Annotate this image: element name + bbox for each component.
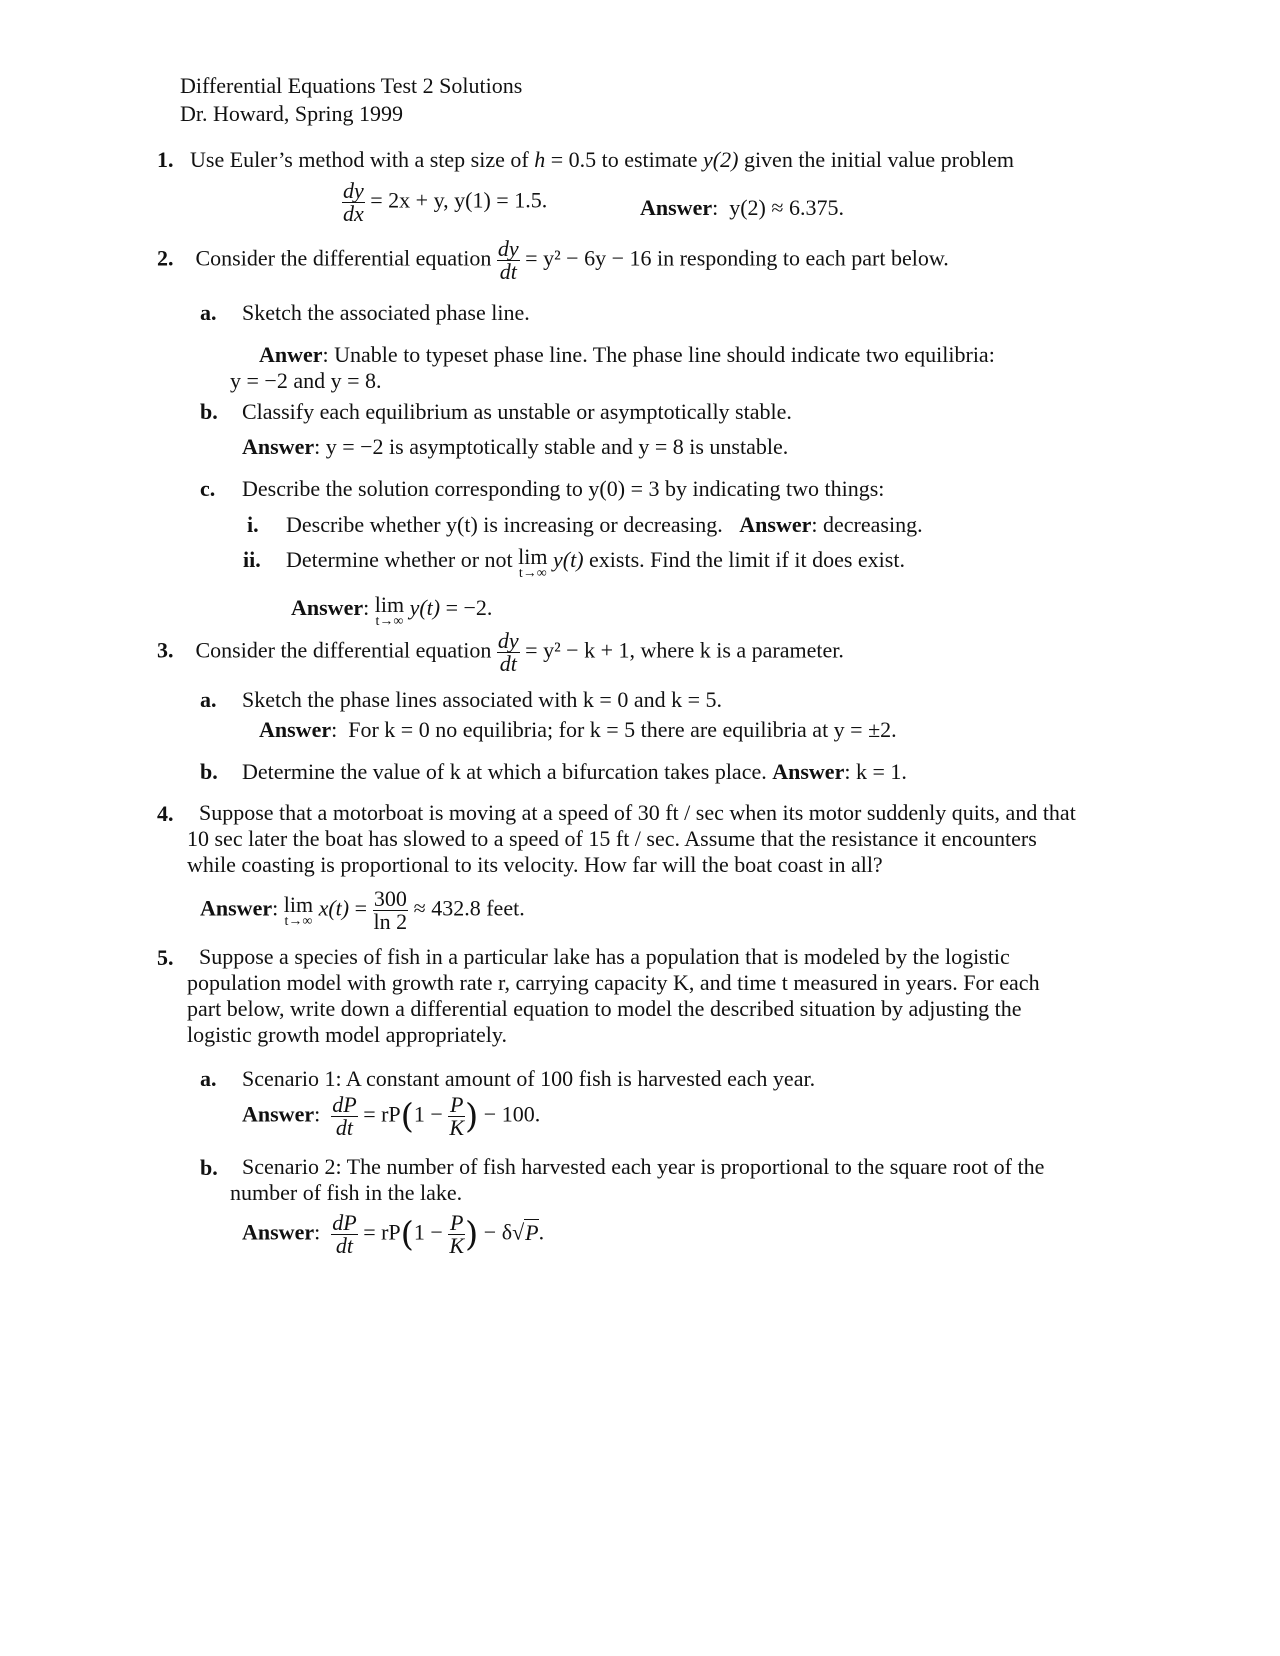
q5b-minus-delta: − δ bbox=[483, 1219, 513, 1245]
q1-answer-value: y(2) ≈ 6.375. bbox=[729, 195, 844, 220]
q2-intro-a: Consider the differential equation bbox=[195, 245, 492, 271]
q3-part-a-answer: Answer: For k = 0 no equilibria; for k = 5 there are equilibria at y = ±2. bbox=[259, 717, 897, 742]
q4-answer: Answer: lim t→∞ x(t) = $\frac{300}{\ln 2}$ ≈ 432.8 feet. bbox=[200, 886, 525, 934]
q5a-tail: − 100. bbox=[483, 1101, 541, 1127]
lim-subscript: t→∞ bbox=[284, 913, 313, 929]
q5-part-a-answer: Answer: $\frac{dP}{dt}$ = rP(1 − $\frac{P}{K}$ ) − 100. bbox=[242, 1092, 541, 1140]
answer-label: Answer bbox=[772, 759, 845, 784]
q2-part-a-answer-line2: y = −2 and y = 8. bbox=[230, 368, 382, 393]
anwer-label: Anwer bbox=[259, 342, 323, 367]
lim-subscript: t→∞ bbox=[375, 614, 404, 629]
right-paren: ) bbox=[465, 1214, 479, 1255]
q5a-K: K bbox=[449, 1115, 465, 1140]
q3-dt: dt bbox=[499, 651, 517, 676]
q2-c-answer-limit bbox=[375, 594, 404, 628]
q4-answer-xt: x(t) bbox=[318, 895, 350, 921]
q2-dy: dy bbox=[497, 236, 519, 261]
answer-label: Answer bbox=[242, 1219, 315, 1245]
q4-denominator: ln 2 bbox=[373, 909, 408, 934]
q5-part-b-label: b. bbox=[200, 1155, 218, 1180]
q4-answer-fraction bbox=[373, 888, 409, 933]
q3-intro-b: = y² − k + 1, where k is a parameter. bbox=[525, 637, 844, 663]
answer-label: Answer bbox=[200, 895, 273, 921]
q2-intro-b: = y² − 6y − 16 in responding to each part below. bbox=[525, 245, 949, 271]
answer-label: Answer bbox=[259, 717, 332, 742]
q5b-dP: dP bbox=[332, 1210, 357, 1235]
lim-word: lim bbox=[374, 592, 405, 617]
document-title: Differential Equations Test 2 Solutions bbox=[180, 73, 523, 98]
q1-text-b: = 0.5 to estimate bbox=[545, 147, 704, 172]
q2-dt: dt bbox=[499, 259, 517, 284]
q2-statement bbox=[157, 238, 949, 283]
q5a-dP: dP bbox=[332, 1092, 357, 1117]
q2-ci-text: Describe whether y(t) is increasing or decreasing. bbox=[286, 512, 723, 537]
lim-word: lim bbox=[283, 891, 314, 917]
q2-cii-text-a: Determine whether or not bbox=[286, 547, 513, 572]
answer-label: Answer bbox=[242, 434, 315, 459]
q3-dy: dy bbox=[497, 628, 519, 653]
q2-part-c-answer: Answer: lim t→∞ y(t) = −2. bbox=[291, 592, 493, 629]
q2-part-c-label: c. bbox=[200, 476, 216, 501]
q2-a-answer-line1: : Unable to typeset phase line. The phase line should indicate two equilibria: bbox=[322, 342, 995, 367]
q2-part-ci-label: i. bbox=[247, 512, 259, 537]
q5b-period: . bbox=[538, 1219, 545, 1245]
q2-c-answer-yt: y(t) bbox=[409, 595, 441, 620]
q3-b-text: Determine the value of k at which a bifurcation takes place. bbox=[242, 759, 767, 784]
q2-c-answer-value: = −2. bbox=[445, 595, 493, 620]
q4-answer-value: ≈ 432.8 feet. bbox=[413, 895, 525, 921]
q2-part-ci-text: Describe whether y(t) is increasing or decreasing. Answer: decreasing. bbox=[286, 512, 923, 537]
q5-part-a-text: Scenario 1: A constant amount of 100 fish is harvested each year. bbox=[242, 1066, 816, 1091]
q5b-rP: = rP bbox=[363, 1219, 401, 1245]
q3-part-b-text: Determine the value of k at which a bifurcation takes place. Answer: k = 1. bbox=[242, 759, 907, 784]
q2-part-b-label: b. bbox=[200, 399, 218, 424]
q5-number: 5. bbox=[157, 945, 174, 970]
answer-label: Answer bbox=[640, 195, 713, 220]
q2-part-b-text: Classify each equilibrium as unstable or asymptotically stable. bbox=[242, 399, 792, 424]
q5a-one-minus: 1 − bbox=[413, 1101, 443, 1127]
q3-statement bbox=[157, 630, 844, 675]
q4-numerator: 300 bbox=[373, 886, 407, 911]
q3-part-a-text: Sketch the phase lines associated with k = 0 and k = 5. bbox=[242, 687, 722, 712]
q5-part-a-label: a. bbox=[200, 1066, 217, 1091]
q5a-P: P bbox=[449, 1092, 464, 1117]
q5-part-b-text: Scenario 2: The number of fish harvested each year is proportional to the square root of the number of fish in the lake. bbox=[230, 1154, 1045, 1205]
q2-part-cii-text bbox=[286, 546, 905, 580]
q3-number: 3. bbox=[157, 637, 174, 663]
q2-part-a-answer bbox=[259, 341, 995, 369]
q5b-sqrt-P: P bbox=[525, 1219, 539, 1245]
q2-ci-answer-value: decreasing. bbox=[823, 512, 923, 537]
q3-a-answer-value: For k = 0 no equilibria; for k = 5 there are equilibria at y = ±2. bbox=[348, 717, 897, 742]
answer-label: Answer bbox=[291, 595, 364, 620]
q3-part-a-label: a. bbox=[200, 687, 217, 712]
left-paren: ( bbox=[400, 1096, 414, 1137]
q2-b-answer-value: y = −2 is asymptotically stable and y = 8 is unstable. bbox=[325, 434, 789, 459]
q5-part-b-answer: Answer: $\frac{dP}{dt}$ = rP(1 − $\frac{P}{K}$ ) − δ√P. bbox=[242, 1210, 545, 1258]
q1-dy: dy bbox=[343, 178, 364, 203]
q5a-dt: dt bbox=[335, 1115, 354, 1140]
q1-h-var: h bbox=[534, 147, 546, 172]
q3-part-b-label: b. bbox=[200, 759, 218, 784]
q2-part-c-text: Describe the solution corresponding to y(0) = 3 by indicating two things: bbox=[242, 476, 885, 501]
q5a-rP: = rP bbox=[363, 1101, 401, 1127]
q5b-P: P bbox=[449, 1210, 464, 1235]
q5b-K: K bbox=[449, 1233, 465, 1258]
q5b-one-minus: 1 − bbox=[413, 1219, 443, 1245]
q3-dydt-fraction bbox=[497, 630, 520, 675]
q1-dx: dx bbox=[343, 201, 364, 226]
left-paren: ( bbox=[400, 1214, 414, 1255]
q4-text: Suppose that a motorboat is moving at a speed of 30 ft / sec when its motor suddenly quits, and that 10 sec later the boat has slowed to a speed of 15 ft / sec. Assume that the resistance it encounters while coasting is proportional to its velocity. How far will the boat coast in all? bbox=[187, 800, 1076, 877]
answer-label: Answer bbox=[739, 512, 812, 537]
q2-cii-limit bbox=[518, 546, 547, 580]
q5a-PK-fraction bbox=[448, 1094, 465, 1139]
lim-word: lim bbox=[518, 544, 548, 569]
q5-text: Suppose a species of fish in a particular lake has a population that is modeled by the logistic population model with growth rate r, carrying capacity K, and time t measured in years. For each part below, write down a differential equation to model the described situation by adjusting the logistic growth model appropriately. bbox=[187, 944, 1040, 1047]
q1-text-a: Use Euler’s method with a step size of bbox=[190, 147, 535, 172]
q1-equation bbox=[342, 180, 547, 225]
answer-label: Answer bbox=[242, 1101, 315, 1127]
q1-y2: y(2) bbox=[703, 147, 739, 172]
q1-answer: Answer: y(2) ≈ 6.375. bbox=[640, 195, 844, 220]
q1-dydx-fraction bbox=[342, 180, 365, 225]
q2-number: 2. bbox=[157, 245, 174, 271]
q2-part-cii-label: ii. bbox=[243, 547, 261, 572]
right-paren: ) bbox=[465, 1096, 479, 1137]
q2-cii-yt: y(t) bbox=[552, 547, 584, 572]
q2-part-a-text: Sketch the associated phase line. bbox=[242, 300, 530, 325]
q2-part-b-answer: Answer: y = −2 is asymptotically stable and y = 8 is unstable. bbox=[242, 434, 789, 459]
q1-rhs: = 2x + y, y(1) = 1.5. bbox=[370, 187, 548, 213]
q5b-PK-fraction bbox=[448, 1212, 465, 1257]
q5b-dt: dt bbox=[335, 1233, 354, 1258]
q1-number: 1. bbox=[157, 147, 174, 172]
q2-dydt-fraction bbox=[497, 238, 520, 283]
q5b-dPdt-fraction bbox=[331, 1212, 357, 1257]
q2-part-a-label: a. bbox=[200, 300, 217, 325]
q4-number: 4. bbox=[157, 801, 174, 826]
q2-cii-text-b: exists. Find the limit if it does exist. bbox=[589, 547, 905, 572]
lim-subscript: t→∞ bbox=[518, 566, 547, 581]
q3-intro-a: Consider the differential equation bbox=[195, 637, 492, 663]
q5a-dPdt-fraction bbox=[331, 1094, 357, 1139]
document-author: Dr. Howard, Spring 1999 bbox=[180, 101, 404, 126]
q1-statement bbox=[157, 146, 1014, 174]
q3-b-answer-value: k = 1. bbox=[855, 759, 907, 784]
q4-answer-limit bbox=[283, 891, 314, 929]
q1-text-c: given the initial value problem bbox=[738, 147, 1014, 172]
